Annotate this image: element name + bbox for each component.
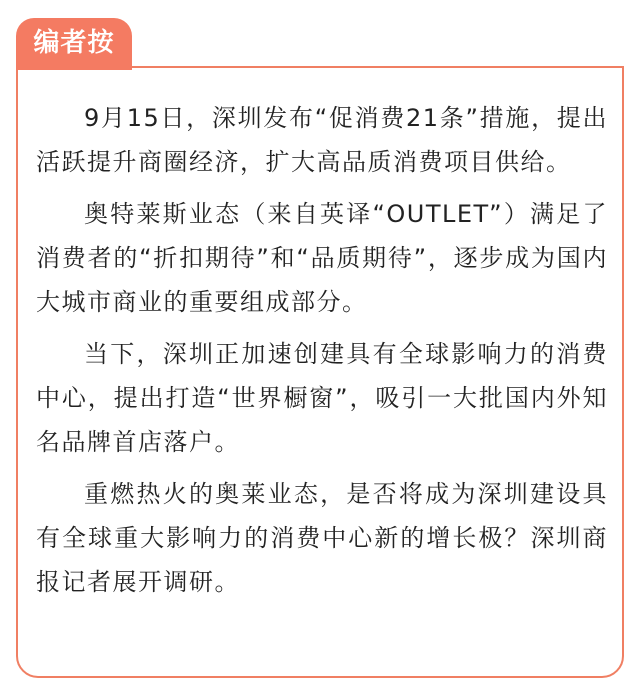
paragraph-4: 重燃热火的奥莱业态，是否将成为深圳建设具有全球重大影响力的消费中心新的增长极？深圳商报记者展开调研。: [36, 480, 608, 596]
paragraph-1: 9月15日，深圳发布“促消费21条”措施，提出活跃提升商圈经济，扩大高品质消费项目供给。: [36, 104, 608, 176]
paragraph-3: 当下，深圳正加速创建具有全球影响力的消费中心，提出打造“世界橱窗”，吸引一大批国内外知名品牌首店落户。: [36, 340, 608, 456]
paragraph-2: 奥特莱斯业态（来自英译“OUTLET”）满足了消费者的“折扣期待”和“品质期待”，逐步成为国内大城市商业的重要组成部分。: [36, 200, 608, 316]
editor-note-content: [36, 96, 608, 612]
editor-note-label: 编者按: [16, 18, 132, 68]
